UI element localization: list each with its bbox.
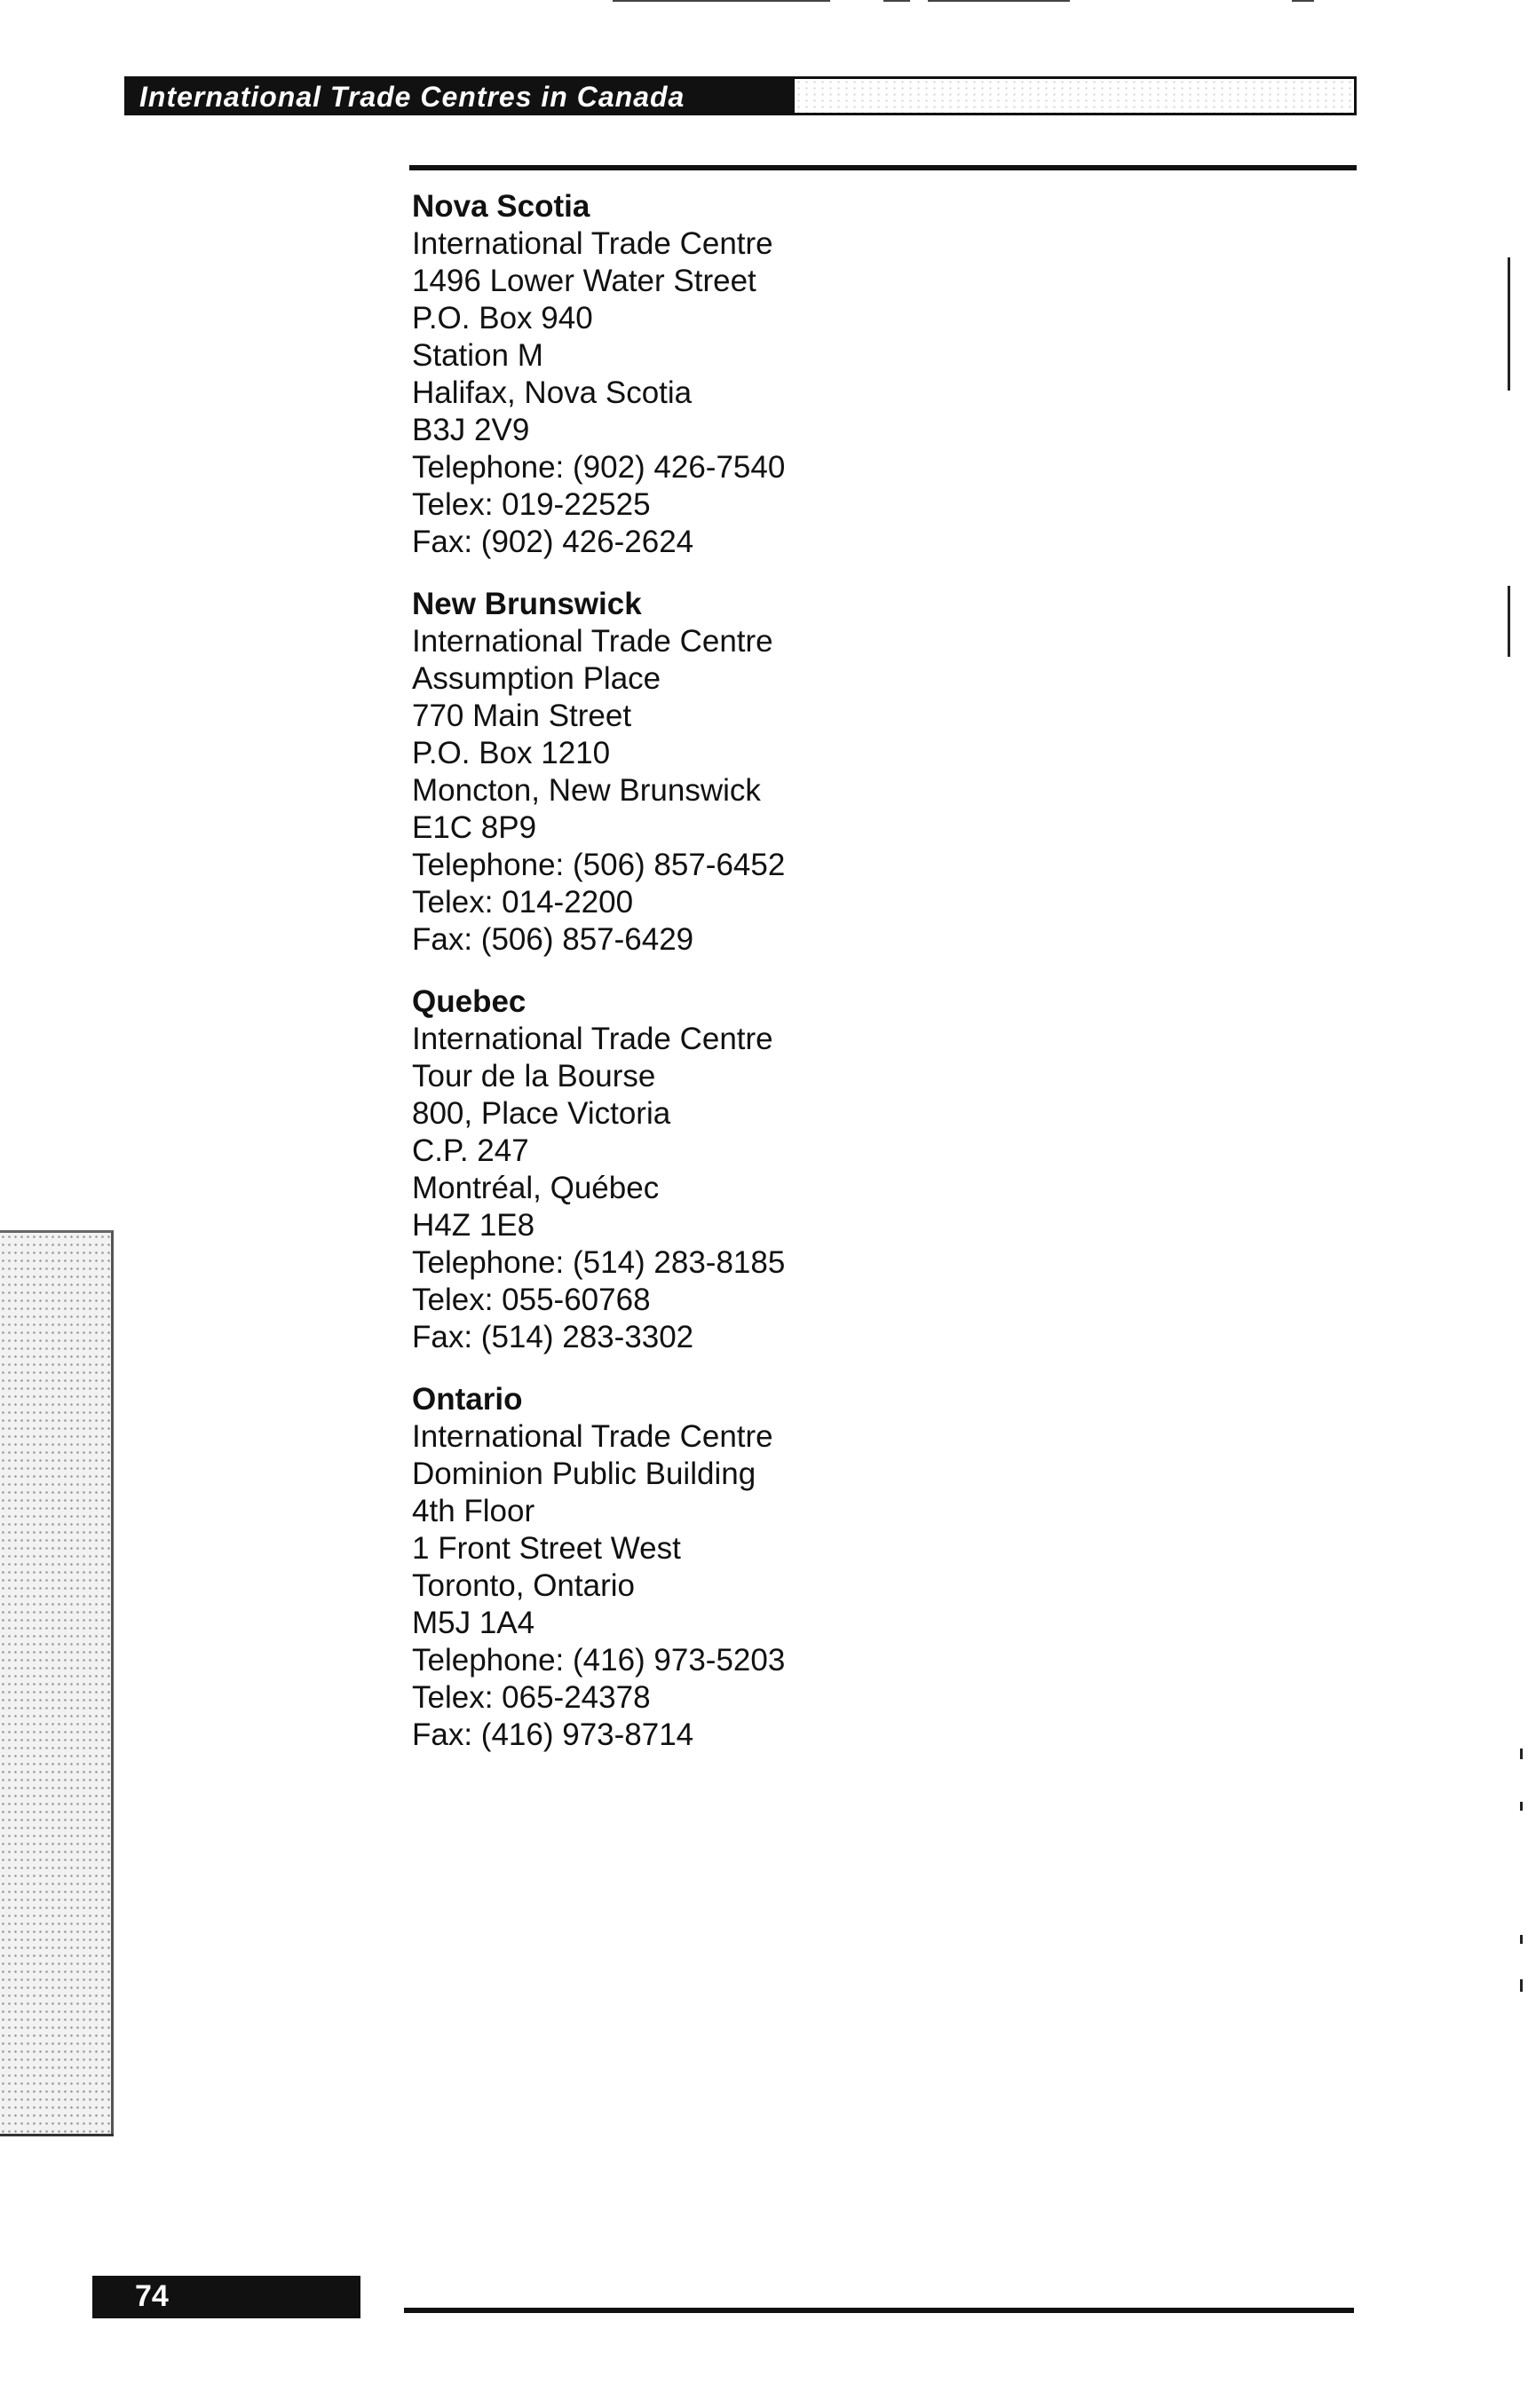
province-heading: Quebec xyxy=(412,984,526,1019)
telephone-line: Telephone: (416) 973-5203 xyxy=(412,1643,786,1678)
province-heading: Ontario xyxy=(412,1382,523,1417)
header-banner-texture xyxy=(795,79,1354,113)
fax-line: Fax: (416) 973-8714 xyxy=(412,1717,694,1752)
trade-centre-entry-ontario xyxy=(412,1381,1211,1754)
fax-line: Fax: (514) 283-3302 xyxy=(412,1320,694,1354)
fax-line: Fax: (506) 857-6429 xyxy=(412,922,694,957)
top-edge-rule-1 xyxy=(613,0,830,2)
page-title: International Trade Centres in Canada xyxy=(139,81,685,113)
margin-mark xyxy=(1508,257,1510,391)
address-line: Dominion Public Building xyxy=(412,1457,756,1491)
address-line: 4th Floor xyxy=(412,1494,535,1528)
office-name: International Trade Centre xyxy=(412,226,773,261)
section-header-banner xyxy=(124,76,1357,115)
telephone-line: Telephone: (902) 426-7540 xyxy=(412,450,786,485)
postal-code: E1C 8P9 xyxy=(412,810,537,845)
city-line: Moncton, New Brunswick xyxy=(412,773,761,808)
province-heading: New Brunswick xyxy=(412,587,642,621)
address-line: Station M xyxy=(412,338,543,373)
top-edge-rule-2 xyxy=(883,0,910,2)
footer-rule xyxy=(404,2308,1354,2313)
margin-mark xyxy=(1520,1802,1523,1811)
address-line: C.P. 247 xyxy=(412,1133,529,1168)
province-heading: Nova Scotia xyxy=(412,189,590,224)
telex-line: Telex: 055-60768 xyxy=(412,1283,651,1317)
trade-centre-list xyxy=(412,188,1211,1779)
thumb-index-tab-edge xyxy=(0,2134,114,2136)
margin-mark xyxy=(1508,586,1510,657)
postal-code: B3J 2V9 xyxy=(412,413,530,447)
address-line: Tour de la Bourse xyxy=(412,1059,656,1093)
header-divider-rule xyxy=(409,165,1357,170)
address-line: 1496 Lower Water Street xyxy=(412,264,756,298)
city-line: Halifax, Nova Scotia xyxy=(412,375,693,410)
trade-centre-entry-nova-scotia xyxy=(412,188,1211,561)
address-line: 1 Front Street West xyxy=(412,1531,681,1566)
margin-mark xyxy=(1520,1979,1523,1992)
city-line: Toronto, Ontario xyxy=(412,1568,635,1603)
address-line: P.O. Box 940 xyxy=(412,301,593,336)
postal-code: H4Z 1E8 xyxy=(412,1208,535,1243)
margin-mark xyxy=(1520,1935,1523,1944)
telex-line: Telex: 065-24378 xyxy=(412,1680,651,1715)
page-number-tab xyxy=(92,2276,360,2318)
top-edge-rule-3 xyxy=(928,0,1070,2)
telex-line: Telex: 014-2200 xyxy=(412,885,634,920)
address-line: 770 Main Street xyxy=(412,699,632,733)
trade-centre-entry-new-brunswick xyxy=(412,586,1211,959)
telex-line: Telex: 019-22525 xyxy=(412,487,651,522)
top-edge-rule-4 xyxy=(1292,0,1314,2)
page-number: 74 xyxy=(135,2279,169,2313)
address-line: P.O. Box 1210 xyxy=(412,736,611,770)
margin-mark xyxy=(1520,1749,1523,1759)
office-name: International Trade Centre xyxy=(412,1022,773,1056)
fax-line: Fax: (902) 426-2624 xyxy=(412,525,694,559)
telephone-line: Telephone: (514) 283-8185 xyxy=(412,1245,786,1280)
address-line: Assumption Place xyxy=(412,661,661,696)
city-line: Montréal, Québec xyxy=(412,1171,660,1205)
telephone-line: Telephone: (506) 857-6452 xyxy=(412,848,786,882)
office-name: International Trade Centre xyxy=(412,624,773,659)
trade-centre-entry-quebec xyxy=(412,983,1211,1356)
address-line: 800, Place Victoria xyxy=(412,1096,671,1131)
office-name: International Trade Centre xyxy=(412,1419,773,1454)
thumb-index-tab xyxy=(0,1230,114,2136)
postal-code: M5J 1A4 xyxy=(412,1606,535,1640)
